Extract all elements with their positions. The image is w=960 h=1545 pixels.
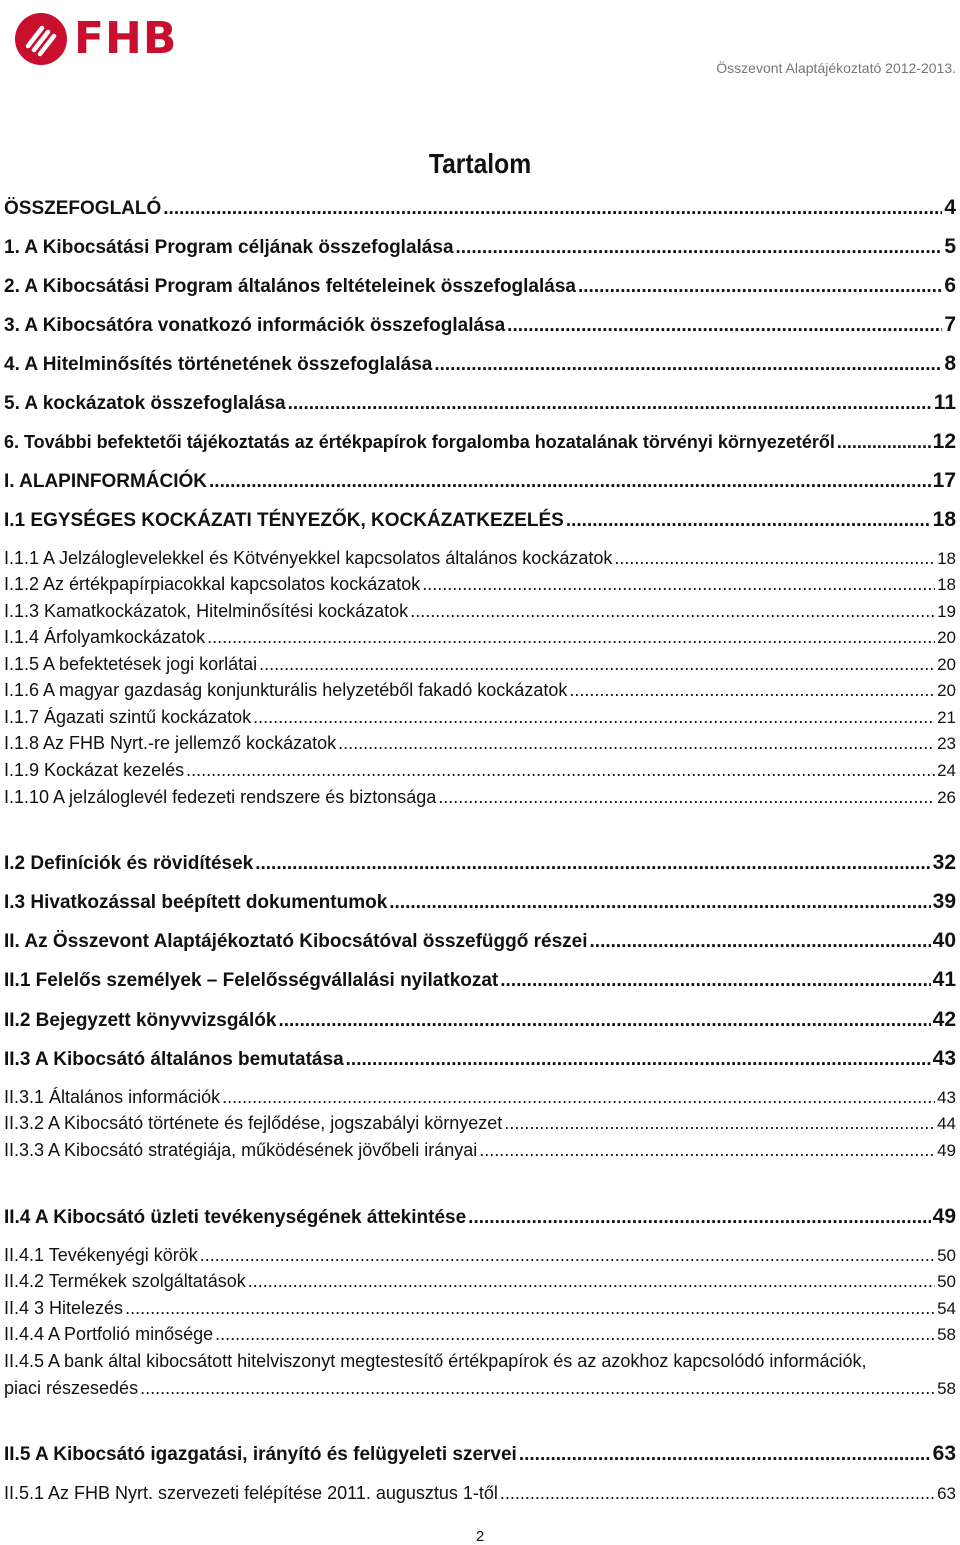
toc-leader (209, 471, 931, 493)
toc-entry-text: I.1.5 A befektetések jogi korlátai (4, 654, 258, 674)
toc-entry-page: 49 (932, 1205, 956, 1228)
toc-entry[interactable] (4, 574, 956, 595)
toc-entry-text: II.4 A Kibocsátó üzleti tevékenységének áttekintése (4, 1207, 467, 1228)
toc-entry-page: 18 (937, 549, 956, 568)
logo-wordmark: FHB (74, 13, 178, 64)
toc-entry[interactable] (4, 469, 956, 493)
toc-entry-line1: II.4.5 A bank által kibocsátott hitelviszonyt megtestesítő értékpapírok és az azokhoz kapcsolódó információk, (4, 1351, 867, 1371)
toc-entry-wrapped[interactable] (4, 1348, 956, 1402)
toc-entry-page: 18 (937, 575, 956, 594)
toc-leader (614, 548, 935, 569)
toc-leader (215, 1324, 935, 1345)
toc-entry-page: 21 (937, 708, 956, 727)
toc-entry-text: I.1.8 Az FHB Nyrt.-re jellemző kockázatok (4, 733, 337, 753)
toc-leader (248, 1271, 935, 1292)
toc-entry-page: 8 (944, 352, 956, 375)
toc-leader (288, 393, 932, 415)
toc-leader (255, 853, 930, 875)
toc-leader (569, 680, 935, 701)
page-number: 2 (475, 1528, 485, 1545)
toc-leader (479, 1140, 935, 1161)
toc-leader (500, 1483, 935, 1504)
toc-entry-text: II.4 3 Hitelezés (4, 1298, 124, 1318)
toc-entry-text: I.3 Hivatkozással beépített dokumentumok (4, 892, 388, 913)
toc-entry-text: I.2 Definíciók és rövidítések (4, 853, 254, 874)
toc-entry[interactable] (4, 548, 956, 569)
toc-entry-text: I.1.10 A jelzáloglevél fedezeti rendszere és biztonsága (4, 787, 437, 807)
toc-entry[interactable] (4, 1324, 956, 1345)
toc-entry[interactable] (4, 430, 956, 454)
toc-entry[interactable] (4, 787, 956, 808)
toc-entry-page: 43 (932, 1047, 956, 1070)
toc-entry-page: 50 (937, 1246, 956, 1265)
toc-entry-text: I.1 EGYSÉGES KOCKÁZATI TÉNYEZŐK, KOCKÁZATKEZELÉS (4, 510, 564, 531)
toc-entry[interactable] (4, 733, 956, 754)
toc-entry-page: 40 (932, 929, 956, 952)
toc-entry-text: I. ALAPINFORMÁCIÓK (4, 471, 208, 492)
toc-entry-page: 63 (937, 1484, 956, 1503)
toc-entry-page: 5 (944, 235, 956, 258)
toc-entry-page: 24 (937, 761, 956, 780)
toc-entry-page: 12 (932, 430, 956, 453)
toc-leader (200, 1245, 935, 1266)
toc-leader (468, 1207, 930, 1229)
toc-entry-text: II.3.3 A Kibocsátó stratégiája, működésének jövőbeli irányai (4, 1140, 478, 1160)
toc-leader (410, 601, 935, 622)
toc-entry-text: 6. További befektetői tájékoztatás az értékpapírok forgalomba hozatalának törvényi környezetéről (4, 432, 835, 452)
toc-entry-text: I.1.4 Árfolyamkockázatok (4, 627, 206, 647)
toc-entry-text: II.2 Bejegyzett könyvvizsgálók (4, 1010, 277, 1031)
toc-entry-text: I.1.2 Az értékpapírpiacokkal kapcsolatos kockázatok (4, 574, 421, 594)
toc-leader (140, 1375, 935, 1402)
toc-entry[interactable] (4, 627, 956, 648)
toc-leader (507, 315, 942, 337)
toc-entry-page: 20 (937, 681, 956, 700)
toc-entry[interactable] (4, 851, 956, 875)
toc-entry[interactable] (4, 890, 956, 914)
toc-entry-text: II.4.1 Tevékenyégi körök (4, 1245, 198, 1265)
toc-entry-line2 (4, 1375, 956, 1402)
toc-entry[interactable] (4, 1483, 956, 1504)
toc-leader (504, 1113, 935, 1134)
toc-entry-page: 11 (933, 391, 956, 414)
toc-entry[interactable] (4, 760, 956, 781)
toc-entry[interactable] (4, 968, 956, 992)
toc-entry-page: 54 (937, 1299, 956, 1318)
toc-entry-page: 43 (937, 1088, 956, 1107)
toc-entry[interactable] (4, 352, 956, 376)
toc-entry-page: 23 (937, 734, 956, 753)
toc-entry[interactable] (4, 196, 956, 220)
toc-leader (422, 574, 935, 595)
toc-entry-page: 63 (932, 1442, 956, 1465)
toc-leader (519, 1444, 931, 1466)
toc-leader (278, 1010, 930, 1032)
toc-leader (259, 654, 935, 675)
toc-entry-page: 6 (944, 274, 956, 297)
toc-entry[interactable] (4, 1442, 956, 1466)
toc-entry-text: 3. A Kibocsátóra vonatkozó információk összefoglalása (4, 315, 506, 336)
toc-entry-text: II.4.4 A Portfolió minősége (4, 1324, 214, 1344)
toc-entry-text: I.1.3 Kamatkockázatok, Hitelminősítési kockázatok (4, 601, 409, 621)
toc-entry-page: 18 (932, 508, 956, 531)
toc-leader (338, 733, 935, 754)
toc-entry[interactable] (4, 274, 956, 298)
document-title-header: Összevont Alaptájékoztató 2012-2013. (716, 60, 956, 76)
toc-leader (207, 627, 935, 648)
toc-entry-page: 42 (932, 1008, 956, 1031)
toc-entry[interactable] (4, 313, 956, 337)
toc-entry-page: 58 (937, 1379, 956, 1398)
toc-entry-text: II.3 A Kibocsátó általános bemutatása (4, 1049, 344, 1070)
toc-entry[interactable] (4, 1087, 956, 1108)
toc-entry[interactable] (4, 1047, 956, 1071)
toc-entry-page: 17 (932, 469, 956, 492)
toc-entry-text: 1. A Kibocsátási Program céljának összefoglalása (4, 237, 454, 258)
toc-entry[interactable] (4, 1271, 956, 1292)
toc-entry[interactable] (4, 1140, 956, 1161)
toc-entry-text: I.1.6 A magyar gazdaság konjunkturális helyzetéből fakadó kockázatok (4, 680, 568, 700)
toc-leader (389, 892, 930, 914)
toc-leader (590, 931, 931, 953)
toc-leader (500, 970, 930, 992)
toc-entry-page: 32 (932, 851, 956, 874)
toc-entry-text: I.1.1 A Jelzáloglevelekkel és Kötvényekkel kapcsolatos általános kockázatok (4, 548, 613, 568)
toc-entry[interactable] (4, 1298, 956, 1319)
toc-leader (566, 510, 931, 532)
toc-entry[interactable] (4, 707, 956, 728)
toc-entry[interactable] (4, 601, 956, 622)
toc-entry-page: 20 (937, 628, 956, 647)
toc-entry-line2-text: piaci részesedés (4, 1378, 139, 1398)
toc-entry[interactable] (4, 1008, 956, 1032)
toc-leader (186, 760, 935, 781)
toc-entry-text: II.5 A Kibocsátó igazgatási, irányító és felügyeleti szervei (4, 1444, 517, 1465)
toc-entry-text: 4. A Hitelminősítés történetének összefoglalása (4, 354, 433, 375)
toc-leader (346, 1049, 931, 1071)
toc-entry-text: II.3.1 Általános információk (4, 1087, 221, 1107)
toc-entry-text: II.5.1 Az FHB Nyrt. szervezeti felépítése 2011. augusztus 1-től (4, 1483, 498, 1503)
toc-entry[interactable] (4, 508, 956, 532)
toc-entry-text: II.4.2 Termékek szolgáltatások (4, 1271, 246, 1291)
toc-entry-text: I.1.7 Ágazati szintű kockázatok (4, 707, 252, 727)
toc-entry-page: 7 (944, 313, 956, 336)
fhb-logo-icon (14, 12, 68, 66)
toc-entry-page: 41 (932, 968, 956, 991)
toc-entry-text: ÖSSZEFOGLALÓ (4, 198, 162, 219)
toc-entry[interactable] (4, 1113, 956, 1134)
toc-entry-page: 49 (937, 1141, 956, 1160)
toc-entry[interactable] (4, 1245, 956, 1266)
toc-leader (253, 707, 935, 728)
toc-entry[interactable] (4, 929, 956, 953)
toc-leader (438, 787, 935, 808)
toc-leader (456, 237, 943, 259)
toc-leader (222, 1087, 935, 1108)
toc-leader (163, 198, 942, 220)
toc-entry[interactable] (4, 391, 956, 415)
toc-entry-page: 39 (932, 890, 956, 913)
toc-entry-text: II.1 Felelős személyek – Felelősségvállalási nyilatkozat (4, 970, 499, 991)
toc-entry[interactable] (4, 1205, 956, 1229)
fhb-logo (14, 12, 177, 66)
toc-entry-page: 44 (937, 1114, 956, 1133)
toc-entry-text: 5. A kockázatok összefoglalása (4, 393, 286, 414)
toc-entry-page: 20 (937, 655, 956, 674)
toc-entry[interactable] (4, 235, 956, 259)
toc-entry-text: 2. A Kibocsátási Program általános feltételeinek összefoglalása (4, 276, 576, 297)
toc-title: Tartalom (428, 148, 532, 179)
toc-entry-page: 19 (937, 602, 956, 621)
toc-leader (837, 432, 931, 453)
toc-entry-text: I.1.9 Kockázat kezelés (4, 760, 185, 780)
toc-leader (578, 276, 942, 298)
toc-entry-text: II.3.2 A Kibocsátó története és fejlődése, jogszabályi környezet (4, 1113, 503, 1133)
toc-leader (125, 1298, 935, 1319)
toc-entry[interactable] (4, 654, 956, 675)
toc-entry-page: 58 (937, 1325, 956, 1344)
toc-entry-text: II. Az Összevont Alaptájékoztató Kibocsátóval összefüggő részei (4, 931, 588, 952)
toc-entry-page: 26 (937, 788, 956, 807)
toc-entry-page: 4 (944, 196, 956, 219)
toc-leader (434, 354, 942, 376)
toc-entry[interactable] (4, 680, 956, 701)
toc-entry-page: 50 (937, 1272, 956, 1291)
